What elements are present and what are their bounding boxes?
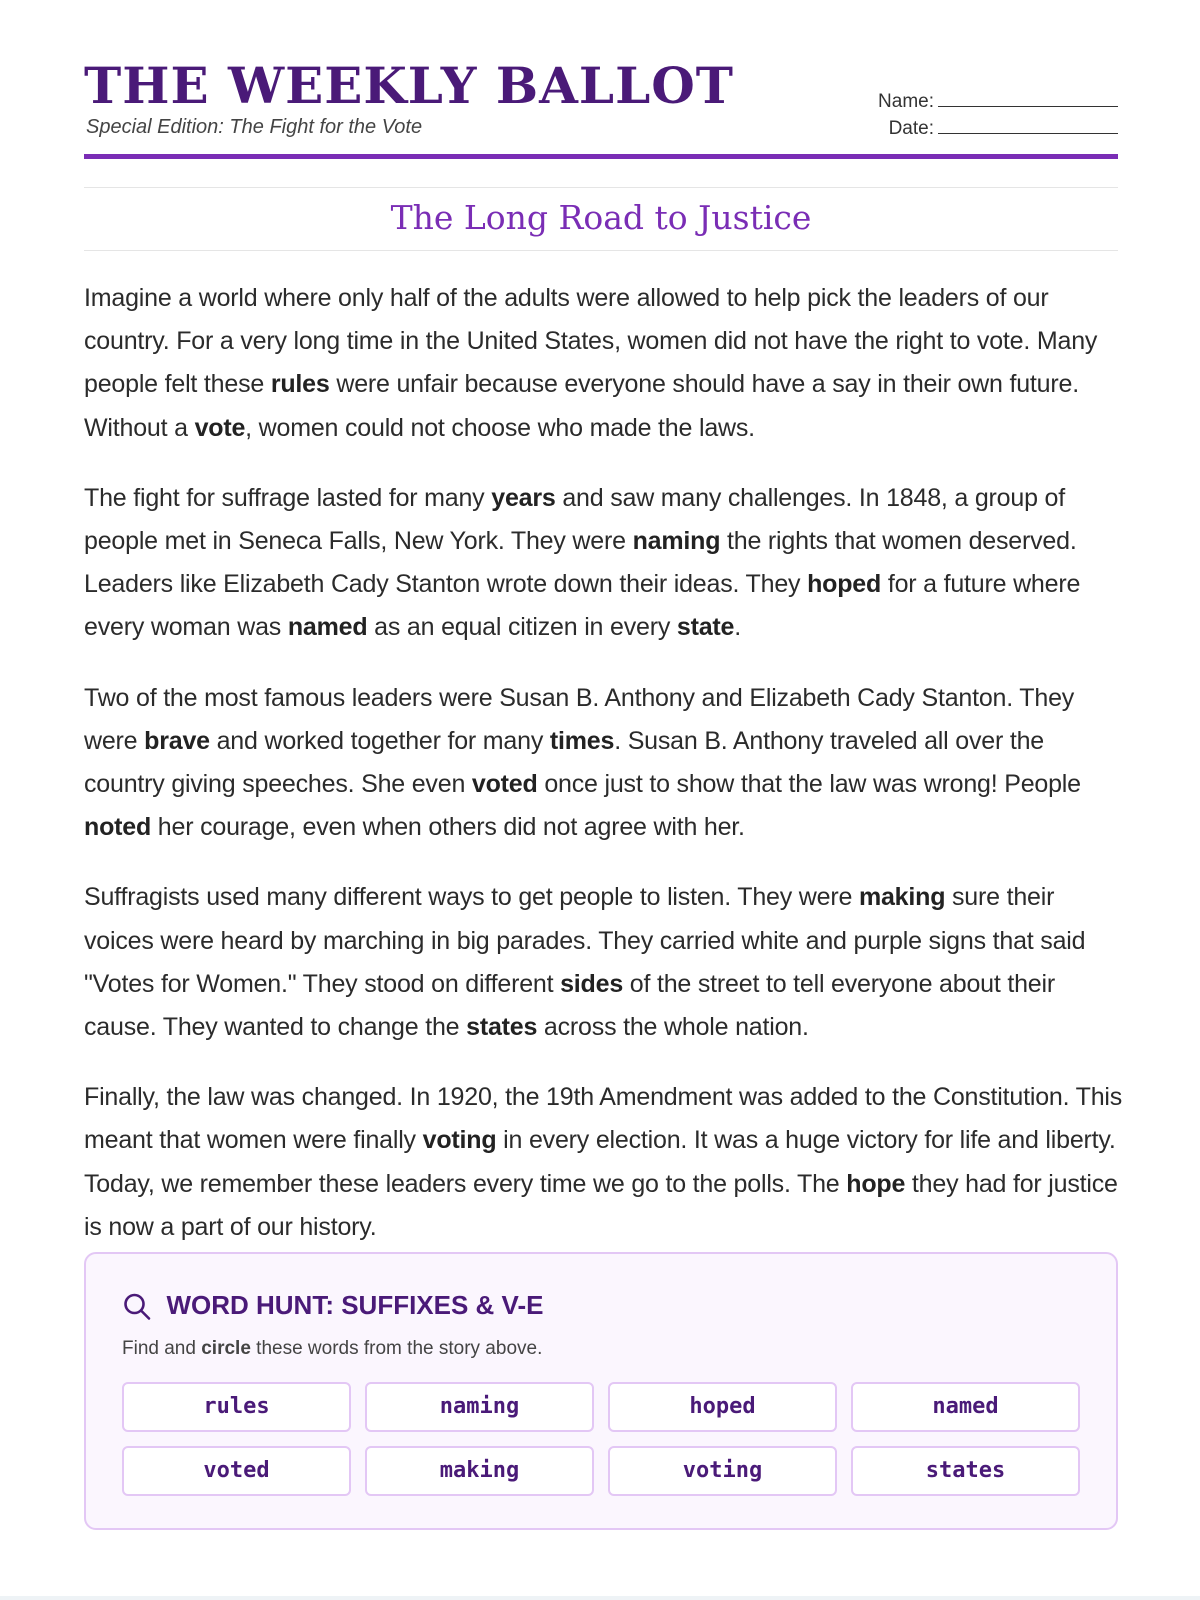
name-date-fields [878, 88, 1118, 142]
edition-subtitle: Special Edition: The Fight for the Vote [86, 116, 423, 138]
date-label: Date: [888, 118, 934, 139]
story-text: of the street to tell everyone about their cause. They wanted to change the [84, 969, 1055, 1042]
vocab-word: times [549, 726, 615, 755]
search-icon [122, 1291, 152, 1321]
story-text: as an equal citizen in every [367, 613, 677, 642]
word-list [122, 1382, 1080, 1496]
instruction-text-end: these words from the story above. [250, 1338, 543, 1359]
vocab-word: sides [560, 969, 624, 998]
word-hunt-title: WORD HUNT: SUFFIXES & V-E [166, 1290, 544, 1320]
vocab-word: making [858, 883, 946, 912]
story-text: , women could not choose who made the laws. [245, 413, 755, 442]
instruction-text-bold: circle [201, 1338, 251, 1359]
story-text: once just to show that the law was wrong! People [537, 770, 1081, 799]
story-text: across the whole nation. [537, 1013, 809, 1042]
vocab-word: brave [144, 726, 210, 755]
word-chip[interactable]: hoped [608, 1382, 837, 1432]
story-text: Imagine a world where only half of the adults were allowed to help pick the leaders of our country. For a very long time in the United States, women did not have the right to vote. Many people felt these [84, 284, 1098, 399]
word-hunt-box [84, 1252, 1118, 1530]
story-paragraph [84, 876, 1124, 1049]
vocab-word: named [287, 613, 368, 642]
story-text: her courage, even when others did not agree with her. [151, 813, 745, 842]
word-chip[interactable]: naming [365, 1382, 594, 1432]
name-field[interactable] [878, 88, 1118, 115]
story-text: Two of the most famous leaders were Susan B. Anthony and Elizabeth Cady Stanton. They were [84, 683, 1075, 755]
header [84, 56, 1118, 160]
story-paragraph [84, 277, 1124, 450]
story-paragraph [84, 1076, 1124, 1249]
story-text: the rights that women deserved. Leaders like Elizabeth Cady Stanton wrote down their ideas. They [84, 527, 1077, 599]
word-chip[interactable]: making [365, 1446, 594, 1496]
story-text: . [734, 613, 742, 642]
story-text: Finally, the law was changed. In 1920, the 19th Amendment was added to the Constitution. This meant that women were finally [84, 1083, 1123, 1155]
story-paragraph [84, 477, 1124, 650]
article-title: The Long Road to Justice [390, 198, 812, 237]
vocab-word: voted [471, 770, 538, 799]
word-hunt-instruction [122, 1338, 542, 1360]
word-chip[interactable]: rules [122, 1382, 351, 1432]
story-text: The fight for suffrage lasted for many [84, 483, 492, 512]
vocab-word: states [466, 1013, 538, 1042]
article-title-band [84, 187, 1118, 251]
date-blank-line[interactable] [938, 117, 1118, 134]
story-paragraph [84, 677, 1124, 850]
vocab-word: state [676, 613, 735, 642]
word-chip[interactable]: voted [122, 1446, 351, 1496]
word-chip[interactable]: voting [608, 1446, 837, 1496]
masthead: THE WEEKLY BALLOT [84, 56, 734, 115]
date-field[interactable] [878, 115, 1118, 142]
word-chip[interactable]: states [851, 1446, 1080, 1496]
story-text: in every election. It was a huge victory for life and liberty. Today, we remember these leaders every time we go to the polls. The [84, 1126, 1116, 1198]
story-text: . Susan B. Anthony traveled all over the country giving speeches. She even [84, 726, 1044, 799]
vocab-word: naming [632, 527, 721, 556]
vocab-word: hoped [807, 570, 882, 599]
vocab-word: years [491, 483, 556, 512]
story-text: and worked together for many [209, 726, 550, 755]
story-text: they had for justice is now a part of our history. [84, 1169, 1118, 1241]
story-text: sure their voices were heard by marching in big parades. They carried white and purple signs that said "Votes for Women." They stood on different [84, 883, 1086, 998]
vocab-word: rules [270, 370, 330, 399]
vocab-word: vote [194, 413, 246, 442]
story-text: and saw many challenges. In 1848, a group of people met in Seneca Falls, New York. They were [84, 483, 1065, 556]
vocab-word: noted [84, 813, 152, 842]
word-hunt-header [122, 1290, 543, 1326]
name-label: Name: [878, 91, 934, 112]
header-divider [84, 154, 1118, 159]
instruction-text-start: Find and [122, 1338, 202, 1359]
story-text: were unfair because everyone should have a say in their own future. Without a [84, 370, 1079, 442]
name-blank-line[interactable] [938, 90, 1118, 107]
story-text: for a future where every woman was [84, 570, 1081, 642]
story-text: Suffragists used many different ways to get people to listen. They were [84, 883, 859, 912]
vocab-word: hope [846, 1169, 906, 1198]
story-body [84, 277, 1124, 1276]
word-chip[interactable]: named [851, 1382, 1080, 1432]
vocab-word: voting [422, 1126, 497, 1155]
